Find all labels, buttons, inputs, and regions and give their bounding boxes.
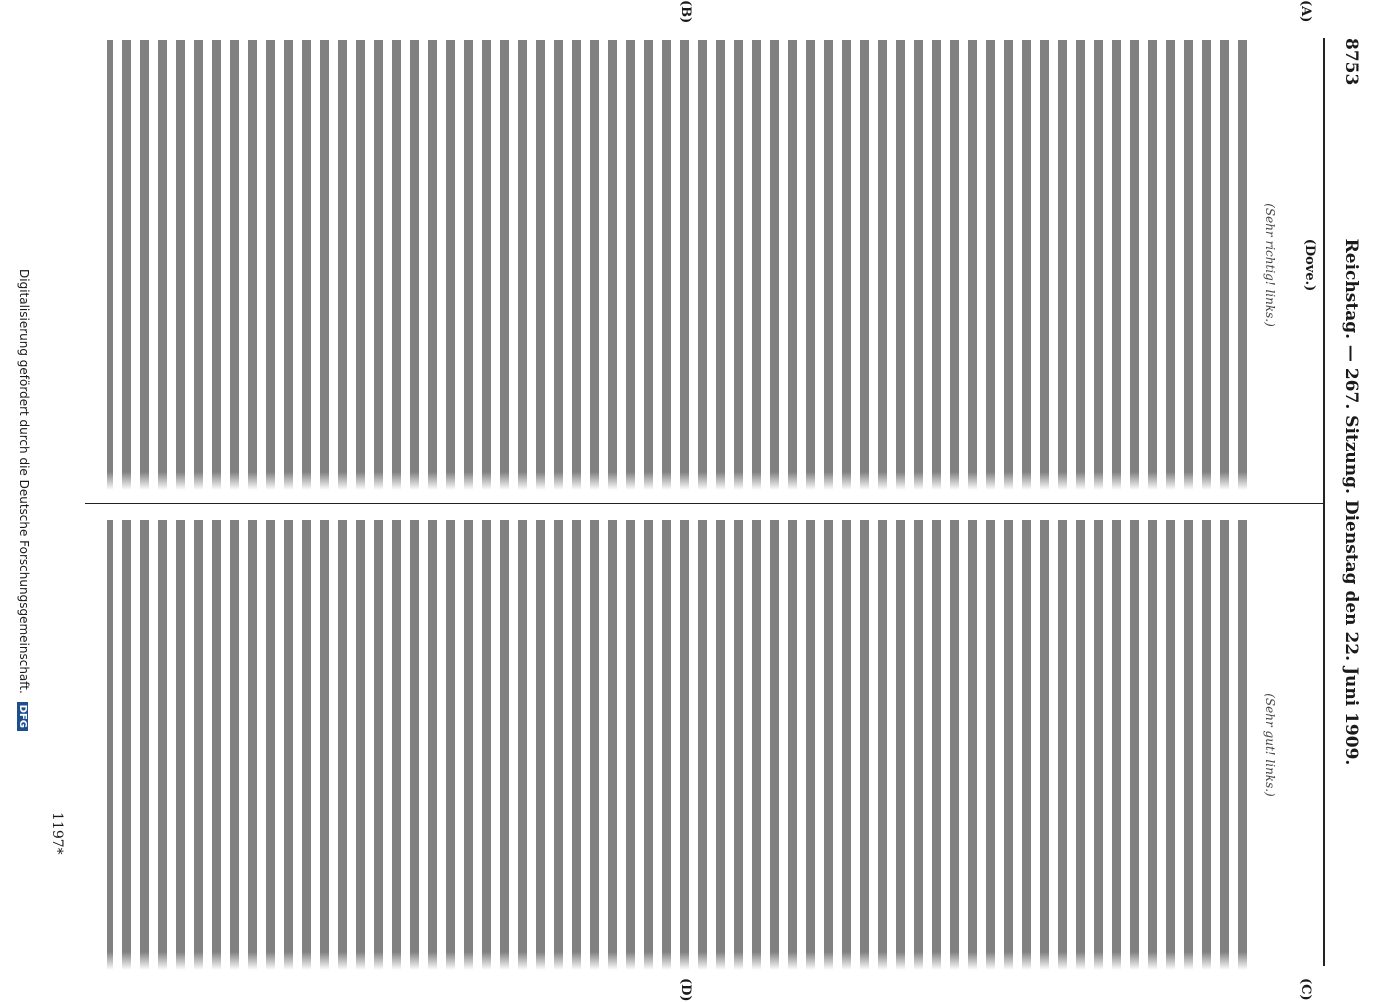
speaker-name: (Dove.): [1302, 238, 1317, 292]
signature-mark: 1197*: [49, 812, 65, 855]
column-marker-d: (D): [678, 978, 693, 1002]
footer-text: Digitalisierung gefördert durch die Deutsche Forschungsgemeinschaft.: [17, 269, 31, 694]
dfg-logo: DFG: [17, 702, 28, 731]
page-number: 8753: [1341, 38, 1361, 86]
body-text-block: [107, 40, 1247, 490]
header-rule: [1323, 38, 1325, 966]
column-marker-c: (C): [1298, 978, 1313, 1001]
right-column: [87, 520, 1317, 970]
body-text-block-right: [107, 520, 1247, 970]
digitization-footer: [17, 0, 31, 1000]
interjection-note: (Sehr richtig! links.): [1263, 203, 1277, 327]
page-header: [1333, 38, 1361, 966]
left-column: [87, 40, 1317, 490]
interjection-note-right: (Sehr gut! links.): [1263, 693, 1277, 797]
column-marker-b: (B): [678, 0, 693, 24]
column-divider: [85, 503, 1325, 504]
running-title: Reichstag. — 267. Sitzung. Dienstag den 22. Juni 1909.: [1341, 238, 1361, 766]
column-marker-a: (A): [1298, 0, 1313, 23]
